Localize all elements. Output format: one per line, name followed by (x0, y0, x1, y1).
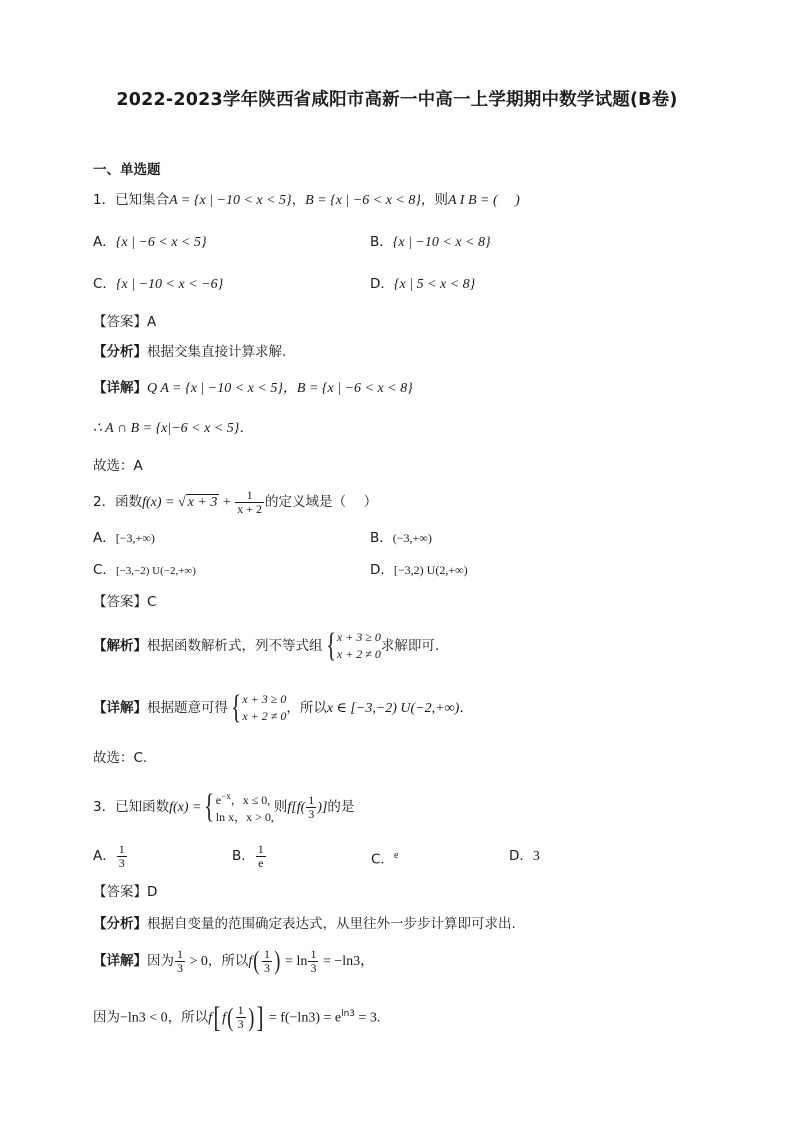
case-base: e (215, 793, 222, 807)
piecewise-cases (216, 788, 274, 826)
option-text: {x | −6 < x < 5} (115, 235, 207, 250)
detail-f: f (222, 1010, 226, 1026)
q2-fraction (235, 489, 264, 516)
q3-detail-2 (93, 996, 380, 1037)
q2-answer: 【答案】C (93, 594, 157, 610)
q1-option-c[interactable] (93, 274, 223, 295)
frac-den: 3 (237, 1017, 244, 1031)
q1-stem-suffix: ，则 (420, 192, 448, 208)
detail-tag: 【详解】 (93, 700, 147, 716)
option-label: C． (93, 562, 116, 578)
q2-detail (93, 690, 473, 727)
q2-option-d[interactable] (370, 560, 468, 580)
frac-den: e (258, 855, 264, 870)
q1-expr: A I B = ( ) (447, 193, 520, 208)
frac-num: 1 (308, 792, 315, 807)
sqrt-sign: √ (177, 495, 186, 510)
detail-fraction (175, 948, 185, 975)
q1-option-a[interactable] (93, 232, 207, 253)
detail-prefix: 因为 (93, 1009, 120, 1026)
q2-stem-prefix: 2．函数 (93, 494, 143, 510)
analysis-text: 根据自变量的范围确定表达式，从里往外一步步计算即可求出. (147, 916, 516, 932)
option-label: C． (371, 851, 394, 868)
question-1-stem (93, 190, 520, 211)
left-bracket: [ (213, 1000, 221, 1034)
detail-fraction (308, 948, 318, 975)
q3-stem-mid: 则 (273, 799, 288, 815)
detail-end: = 3. (355, 1010, 381, 1026)
detail-mid: ，所以 (167, 1009, 209, 1026)
frac-den: 3 (308, 806, 315, 821)
inequality-system (242, 691, 286, 725)
detail-eq: = ln (281, 954, 308, 969)
q2-option-b[interactable] (370, 528, 432, 548)
q1-detail (93, 378, 413, 399)
option-label: A． (93, 530, 116, 546)
q3-stem-prefix: 3．已知函数 (93, 799, 170, 815)
option-label: D． (509, 848, 533, 864)
analysis-tag: 【解析】 (93, 638, 147, 654)
option-fraction (117, 843, 127, 870)
frac-den: x + 2 (237, 501, 263, 516)
question-2-stem (93, 488, 377, 517)
detail-eq: = f(−ln3) = e (265, 1010, 342, 1026)
sys-line: x + 3 ≥ 0 (336, 630, 381, 644)
q1-answer: 【答案】A (93, 314, 157, 330)
frac-num: 1 (263, 946, 270, 961)
detail-fraction (262, 948, 272, 975)
detail-prefix: 因为 (147, 953, 174, 969)
option-label: B． (370, 530, 393, 546)
page-title: 2022-2023学年陕西省咸阳市高新一中高一上学期期中数学试题(B卷) (116, 90, 678, 110)
frac-num: 1 (118, 841, 125, 856)
detail-tag: 【详解】 (93, 953, 147, 969)
option-text: {x | 5 < x < 8} (393, 277, 476, 292)
q2-conclusion: 故选：C. (93, 750, 148, 766)
option-label: B． (232, 848, 255, 864)
section-heading: 一、单选题 (93, 162, 161, 178)
q1-stem-prefix: 1．已知集合 (93, 192, 170, 208)
q2-sqrt-arg: x + 3 (187, 495, 218, 510)
right-paren: ) (274, 946, 281, 975)
case-line-1 (216, 788, 274, 809)
option-text: {x | −10 < x < −6} (115, 277, 224, 292)
detail-tag: 【详解】 (93, 380, 147, 396)
analysis-prefix: 根据函数解析式，列不等式组 (147, 638, 323, 654)
option-text: {x | −10 < x < 8} (392, 235, 491, 250)
q3-option-c[interactable] (371, 846, 398, 870)
q3-fraction (306, 794, 316, 821)
option-label: D． (370, 562, 394, 578)
option-text: [−3,+∞) (115, 531, 155, 545)
sys-line: x + 2 ≠ 0 (242, 709, 287, 723)
q3-func-lhs: f(x) = (169, 800, 202, 815)
q3-option-d[interactable] (509, 846, 540, 867)
frac-den: 3 (177, 960, 183, 975)
q2-func-lhs: f(x) = (142, 495, 178, 510)
detail-mid: ，所以 (207, 953, 249, 969)
frac-num: 1 (237, 1003, 244, 1017)
option-text: (−3,+∞) (392, 531, 432, 545)
option-label: C． (93, 276, 116, 292)
q2-analysis (93, 628, 439, 664)
detail-mid: ，所以 (286, 700, 327, 716)
option-text: e (393, 850, 399, 861)
detail-cond: > 0 (186, 954, 208, 969)
option-label: D． (370, 276, 394, 292)
q2-option-a[interactable] (93, 528, 155, 548)
frac-den: 3 (310, 960, 317, 975)
detail-text: Q A = {x | −10 < x < 5}，B = {x | −6 < x < 8} (147, 381, 413, 396)
q3-answer: 【答案】D (93, 884, 158, 900)
detail-f: f (248, 954, 253, 969)
q3-stem-suffix: 的是 (327, 799, 355, 815)
sys-line: x + 2 ≠ 0 (336, 647, 381, 661)
analysis-tag: 【分析】 (93, 344, 147, 360)
left-brace: { (204, 788, 215, 825)
left-brace: { (325, 627, 336, 664)
inequality-system (337, 629, 381, 663)
q1-analysis (93, 342, 286, 362)
sys-line: x + 3 ≥ 0 (242, 692, 287, 706)
option-label: A． (93, 234, 116, 250)
right-bracket: ] (256, 1000, 264, 1034)
detail-text: ∴ A ∩ B = {x|−6 < x < 5}． (93, 421, 254, 436)
frac-num: 1 (235, 489, 264, 503)
q3-option-b[interactable] (232, 840, 267, 872)
case-rest: ，x ≤ 0, (230, 793, 271, 807)
right-paren: ) (247, 1002, 255, 1032)
q2-stem-suffix: 的定义域是（ ） (265, 494, 378, 510)
q1-conclusion: 故选：A (93, 458, 143, 474)
q1-option-b[interactable] (370, 232, 491, 253)
q3-analysis (93, 914, 516, 934)
q3-option-a[interactable] (93, 840, 128, 872)
left-paren: ( (227, 1002, 234, 1032)
option-label: B． (370, 234, 393, 250)
frac-den: 3 (263, 960, 270, 975)
option-text: [−3,−2) U(−2,+∞) (115, 565, 196, 577)
q2-plus: + (219, 495, 235, 510)
q1-sep: ， (291, 192, 306, 208)
detail-cond: −ln3 < 0 (120, 1010, 168, 1026)
q3-detail-1 (93, 944, 374, 979)
option-label: A． (93, 848, 116, 864)
option-text: 3 (532, 849, 540, 864)
case-exp: −x (221, 791, 231, 801)
frac-den: 3 (118, 855, 125, 870)
q3-expr: f[f( (287, 800, 306, 815)
frac-num: 1 (177, 946, 183, 961)
q3-expr-close: )] (317, 800, 328, 815)
q1-set-b: B = {x | −6 < x < 8} (305, 193, 421, 208)
left-paren: ( (253, 946, 260, 975)
q1-detail-2 (93, 418, 253, 439)
option-text: [−3,2) U(2,+∞) (393, 563, 468, 577)
q2-option-c[interactable] (93, 560, 196, 581)
option-fraction (256, 843, 266, 870)
detail-f: f (208, 1010, 213, 1026)
q1-set-a: A = {x | −10 < x < 5} (169, 193, 292, 208)
analysis-suffix: 求解即可. (380, 638, 440, 654)
detail-exp: ln3 (341, 1009, 356, 1019)
left-brace: { (231, 689, 242, 726)
analysis-text: 根据交集直接计算求解. (147, 344, 287, 360)
question-3-stem (93, 788, 354, 826)
frac-num: 1 (257, 841, 264, 856)
analysis-tag: 【分析】 (93, 916, 147, 932)
detail-end: = −ln3， (319, 954, 375, 969)
detail-prefix: 根据题意可得 (147, 700, 228, 716)
q1-option-d[interactable] (370, 274, 475, 295)
frac-num: 1 (310, 946, 317, 961)
case-line-2: ln x，x > 0, (215, 810, 274, 824)
detail-result: x ∈ [−3,−2) U(−2,+∞)． (326, 701, 474, 716)
detail-fraction (236, 1004, 246, 1031)
